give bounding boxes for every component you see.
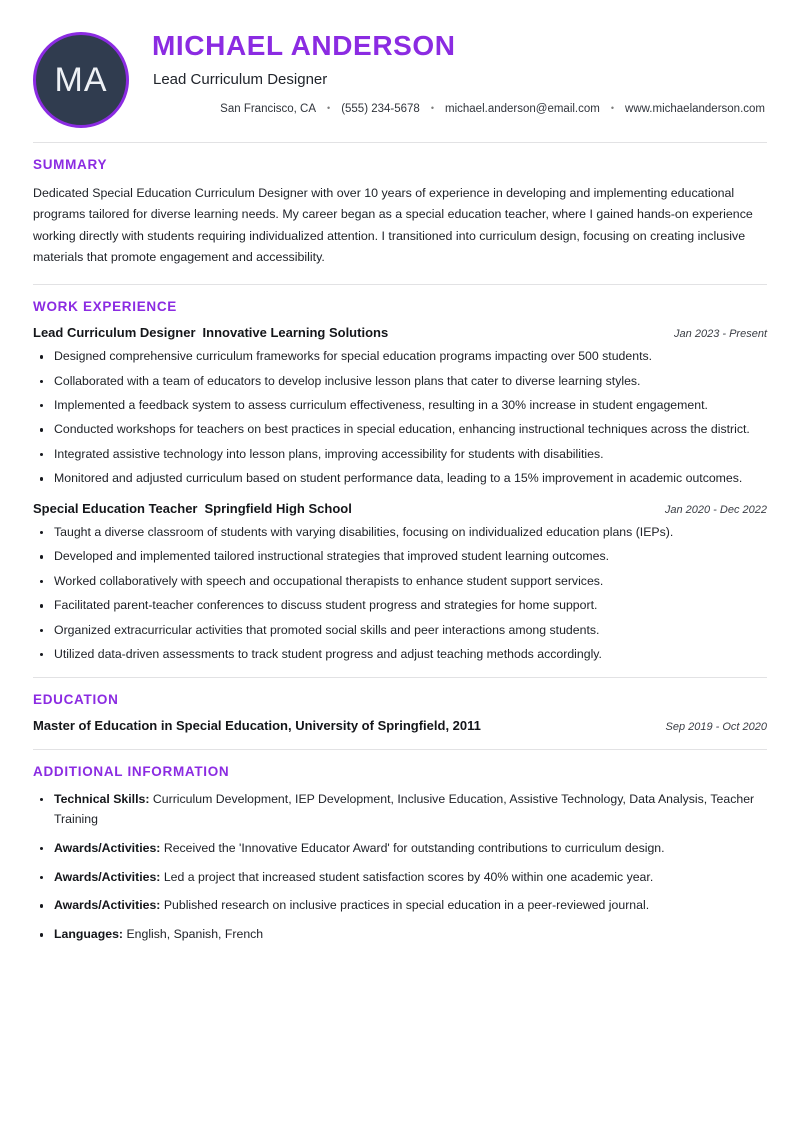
work-entry-company: Springfield High School <box>204 501 352 517</box>
work-entry-head <box>33 325 767 342</box>
list-item <box>33 790 767 830</box>
page-title: MICHAEL ANDERSON <box>152 30 456 61</box>
contact-location: San Francisco, CA <box>220 103 317 116</box>
avatar <box>33 32 129 128</box>
additional-item-label: Technical Skills: <box>54 791 150 806</box>
work-entry-role: Special Education Teacher <box>33 501 198 517</box>
work-entry-date: Jan 2023 - Present <box>674 328 767 341</box>
additional-item-label: Languages: <box>54 927 124 942</box>
additional-item-value: Led a project that increased student satisfaction scores by 40% within one academic year. <box>163 869 654 884</box>
work-entry-heading <box>33 501 352 518</box>
list-item: Collaborated with a team of educators to develop inclusive lesson plans that cater to diverse learning styles. <box>33 372 767 392</box>
summary-text: Dedicated Special Education Curriculum Designer with over 10 years of experience in developing and implementing educational programs tailored for diverse learning needs. My career began as a special education teacher, where I gained hands-on experience working directly with students requiring individualized attention. I transitioned into curriculum design, focusing on creating inclusive materials that promote engagement and accessibility. <box>33 186 753 264</box>
header-main <box>129 28 767 115</box>
bullet-separator-icon: • <box>327 103 331 114</box>
list-item: Designed comprehensive curriculum frameworks for special education programs impacting over 500 students. <box>33 347 767 367</box>
list-item: Monitored and adjusted curriculum based on student performance data, leading to a 15% improvement in academic outcomes. <box>33 469 767 489</box>
section-title-education: EDUCATION <box>33 691 119 707</box>
contact-email[interactable]: michael.anderson@email.com <box>445 103 600 116</box>
section-education <box>33 678 767 735</box>
resume-header <box>33 0 767 142</box>
contact-row <box>150 103 767 115</box>
work-entry-heading <box>33 325 388 342</box>
list-item <box>33 925 767 945</box>
additional-item-value: Curriculum Development, IEP Development, Inclusive Education, Assistive Technology, Data Analysis, Teacher Training <box>54 791 755 826</box>
avatar-wrapper <box>33 32 129 128</box>
work-entry-date: Jan 2020 - Dec 2022 <box>664 504 767 517</box>
education-date: Sep 2019 - Oct 2020 <box>665 720 767 733</box>
contact-phone[interactable]: (555) 234-5678 <box>341 103 420 116</box>
section-summary <box>33 143 767 268</box>
education-degree: Master of Education in Special Education, University of Springfield, 2011 <box>33 717 481 733</box>
additional-information-list <box>33 790 767 945</box>
additional-item-value: English, Spanish, French <box>126 927 264 942</box>
work-entry-role: Lead Curriculum Designer <box>33 325 196 341</box>
section-title-work-experience: WORK EXPERIENCE <box>33 299 178 315</box>
avatar-initials: MA <box>54 60 108 99</box>
list-item: Organized extracurricular activities that promoted social skills and peer interactions among students. <box>33 621 767 641</box>
work-entry-company: Innovative Learning Solutions <box>202 325 389 341</box>
list-item: Facilitated parent-teacher conferences to discuss student progress and strategies for home support. <box>33 596 767 616</box>
section-additional-information <box>33 750 767 945</box>
work-entry <box>33 325 767 489</box>
work-entry-head <box>33 501 767 518</box>
list-item: Conducted workshops for teachers on best practices in special education, enhancing instructional techniques across the district. <box>33 420 767 440</box>
work-entry <box>33 501 767 665</box>
list-item: Implemented a feedback system to assess curriculum effectiveness, resulting in a 30% increase in student engagement. <box>33 396 767 416</box>
list-item: Worked collaboratively with speech and occupational therapists to enhance student support services. <box>33 572 767 592</box>
list-item <box>33 896 767 916</box>
list-item: Integrated assistive technology into lesson plans, improving accessibility for students with disabilities. <box>33 445 767 465</box>
header-job-title: Lead Curriculum Designer <box>153 71 328 89</box>
list-item <box>33 868 767 888</box>
education-entry-head <box>33 718 767 735</box>
additional-item-label: Awards/Activities: <box>54 898 161 913</box>
contact-website[interactable]: www.michaelanderson.com <box>625 103 765 116</box>
education-entry <box>33 718 767 735</box>
bullet-separator-icon: • <box>610 103 615 114</box>
section-title-additional-information: ADDITIONAL INFORMATION <box>33 763 230 779</box>
list-item: Utilized data-driven assessments to track student progress and adjust teaching methods accordingly. <box>33 645 767 665</box>
additional-item-label: Awards/Activities: <box>54 869 161 884</box>
list-item <box>33 839 767 859</box>
additional-item-value: Published research on inclusive practices in special education in a peer-reviewed journal. <box>163 898 650 913</box>
bullet-separator-icon: • <box>430 103 434 114</box>
work-entry-bullets <box>33 347 767 489</box>
additional-item-value: Received the 'Innovative Educator Award' for outstanding contributions to curriculum design. <box>163 840 665 855</box>
section-title-summary: SUMMARY <box>33 157 108 172</box>
work-entry-bullets <box>33 523 767 665</box>
list-item: Taught a diverse classroom of students with varying disabilities, focusing on individualized education plans (IEPs). <box>33 523 767 543</box>
additional-item-label: Awards/Activities: <box>54 840 161 855</box>
section-work-experience <box>33 285 767 665</box>
list-item: Developed and implemented tailored instructional strategies that improved student learning outcomes. <box>33 547 767 567</box>
